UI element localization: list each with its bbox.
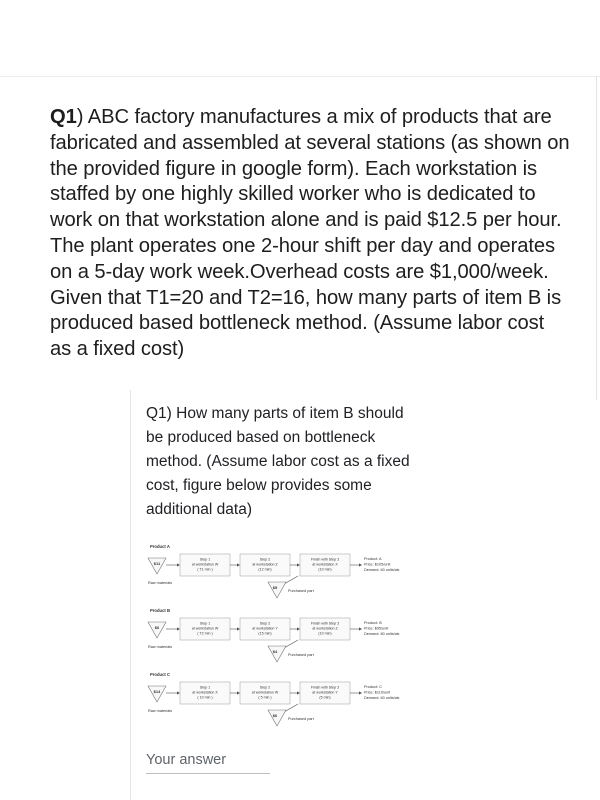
answer-input[interactable]: Your answer — [146, 752, 227, 768]
product-b-raw-label: Raw materials — [148, 645, 173, 649]
product-a-step1-line-2: ( T1 min ) — [197, 567, 213, 572]
product-a-step1-line-1: at workstation W — [191, 562, 219, 567]
product-c-arrow-2-3-head — [297, 691, 300, 694]
product-c-info-line-2: Demand: 60 units/wk — [364, 696, 400, 700]
product-c-step3-line-1: at workstation Y — [312, 690, 338, 695]
product-c-arrow-1-2-head — [237, 691, 240, 694]
product-c-raw-cost: $14 — [153, 689, 161, 694]
product-b-arrow-raw-head — [177, 627, 180, 630]
product-b-step2-line-0: Step 2 — [259, 621, 271, 626]
product-a-arrow-2-3-head — [297, 563, 300, 566]
product-b-purchased-cost: $4 — [272, 649, 278, 654]
product-b-step2-line-1: at workstation Y — [252, 626, 278, 631]
product-b-step1-line-0: Step 1 — [199, 621, 211, 626]
product-a-step3-line-2: (10 min) — [318, 567, 332, 572]
product-c-step3-line-2: (5 min) — [319, 695, 331, 700]
product-b-title: Product B — [150, 608, 171, 613]
product-a-title: Product A — [150, 544, 170, 549]
product-c-step2-line-2: ( 5 min ) — [258, 695, 272, 700]
product-b-arrow-1-2-head — [237, 627, 240, 630]
product-b-step3-line-2: (10 min) — [318, 631, 332, 636]
question-prefix: Q1 — [50, 106, 77, 128]
product-a-purchased-cost: $5 — [272, 585, 278, 590]
product-a-info-line-1: Price: $105/unit — [364, 562, 391, 567]
top-divider — [0, 76, 600, 77]
product-a-raw-label: Raw materials — [148, 581, 173, 585]
product-c-info-line-1: Price: $110/unit — [364, 690, 391, 695]
product-b-step1-line-2: ( T2 min ) — [197, 631, 213, 636]
product-c-title: Product C — [150, 672, 171, 677]
product-b-step3-line-0: Finish with Step 3 — [310, 621, 340, 626]
product-a-step2-line-0: Step 2 — [259, 557, 271, 562]
question-text — [50, 105, 570, 363]
product-b-info-line-0: Product: B — [364, 621, 382, 625]
answer-underline — [146, 773, 270, 774]
product-c-raw-label: Raw materials — [148, 709, 173, 713]
product-a-purchased-label: Purchased part — [288, 589, 314, 593]
product-b-arrow-2-3-head — [297, 627, 300, 630]
product-b-purchased-label: Purchased part — [288, 653, 314, 657]
product-a-arrow-raw-head — [177, 563, 180, 566]
question-body: ) ABC factory manufactures a mix of products that are fabricated and assembled at several stations (as shown on the provided figure in google form). Each workstation is staffed by one highly skilled worker who is dedicated to work on that workstation alone and is paid $12.5 per hour. The plant operates one 2-hour shift per day and operates on a 5-day work week.Overhead costs are $1,000/week. Given that T1=20 and T2=16, how many parts of item B is produced based bottleneck method. (Assume labor cost as a fixed cost) — [50, 106, 570, 361]
product-c-step1-line-2: ( 10 min ) — [197, 695, 213, 700]
product-a-info-line-0: Product: A — [364, 557, 382, 561]
product-c-info-line-0: Product: C — [364, 685, 382, 689]
product-b-raw-cost: $6 — [154, 625, 160, 630]
product-c-purchased-cost: $6 — [272, 713, 278, 718]
product-b-info-line-1: Price: $95/unit — [364, 626, 389, 631]
product-c-arrow-3-out-head — [359, 691, 362, 694]
product-a-raw-cost: $11 — [153, 561, 161, 566]
product-a-step2-line-2: (12 min) — [258, 567, 272, 572]
product-c-step2-line-0: Step 2 — [259, 685, 271, 690]
process-flow-diagram — [140, 540, 440, 740]
product-b-step2-line-2: (15 min) — [258, 631, 272, 636]
product-a-arrow-3-out-head — [359, 563, 362, 566]
product-c-step1-line-1: at workstation X — [192, 690, 218, 695]
product-b-step3-line-1: at workstation Z — [312, 626, 338, 631]
product-a-step2-line-1: at workstation Z — [252, 562, 278, 567]
product-a-step1-line-0: Step 1 — [199, 557, 211, 562]
right-divider — [596, 76, 597, 400]
product-c-purchased-label: Purchased part — [288, 717, 314, 721]
product-a-step3-line-1: at workstation X — [312, 562, 338, 567]
product-c-step3-line-0: Finish with Step 3 — [310, 685, 340, 690]
product-a-step3-line-0: Finish with Step 3 — [310, 557, 340, 562]
product-b-info-line-2: Demand: 80 units/wk — [364, 632, 400, 636]
product-b-step1-line-1: at workstation W — [191, 626, 219, 631]
form-question-title: Q1) How many parts of item B should be produced based on bottleneck method. (Assume labor cost as a fixed cost, figure below provides some additional data) — [146, 405, 410, 518]
product-a-arrow-1-2-head — [237, 563, 240, 566]
product-b-arrow-3-out-head — [359, 627, 362, 630]
product-c-arrow-raw-head — [177, 691, 180, 694]
product-c-step1-line-0: Step 1 — [199, 685, 211, 690]
product-c-step2-line-1: at workstation W — [251, 690, 279, 695]
product-a-info-line-2: Demand: 60 units/wk — [364, 568, 400, 572]
